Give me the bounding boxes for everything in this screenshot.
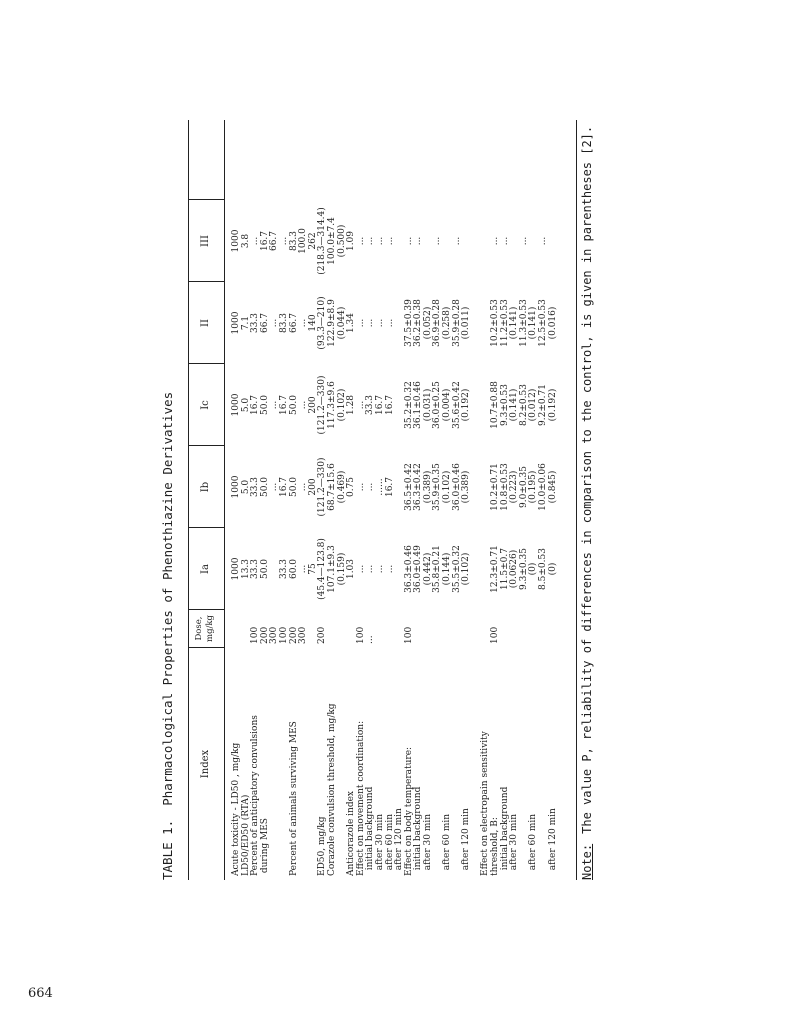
header-ii: II — [200, 319, 211, 327]
table-top-rule — [188, 120, 189, 880]
iii-column: 1000 3.8 ... 16.7 66.7 ... 83.3 100.0 262 (218.3—314.4) 100.0±7.4 (0.500) 1.09 ... ... ... ... ... ... ... ... ... ... ... ... — [231, 207, 548, 275]
rotated-table-block — [160, 120, 610, 880]
header-dose: Dose, mg/kg — [194, 615, 215, 642]
pharmacology-table — [188, 120, 576, 880]
index-column: Acute toxicity - LD50 , mg/kg LD50/ED50 (RTA) Percent of anticipatory convulsions during MES Percent of animals surviving MES ED50, mg/kg Corazole convulsion threshold, mg/kg Anticorazole index Effect on movement coordination: initial background after 30 min after 60 min after 120 min Effect on body temperature: initial background after 30 min after 60 min after 120 min Effect on electropain sensitivity threshold, B: initial background after 30 min after 60 min after 120 min — [231, 703, 558, 876]
header-bottom-rule — [224, 120, 225, 880]
ic-column: 1000 5.0 16.7 50.0 ... 16.7 50.0 ... 200 (121.2—330) 117.3±9.6 (0.102) 1.28 ... 33.3 16.7 16.7 35.2±0.32 36.1±0.46 (0.031) 36.0±0.25 (0.004) 35.6±0.42 (0.192) 10.7±0.88 9.3±0.53 (0.141) 8.2±0.53 (0.012) 9.2±0.71 (0.192) — [231, 375, 558, 435]
header-ib: Ib — [200, 481, 211, 493]
note-label: Note: — [580, 843, 594, 880]
table-title — [160, 392, 175, 880]
ia-column: 1000 13.3 33.3 50.0 33.3 60.0 ... 75 (45.4—123.8) 107.1±9.3 (0.159) 1.03 ... ... ... ... 36.3±0.46 36.0±0.49 (0.442) 35.8±0.21 (0.144) 35.5±0.32 (0.102) 12.3±0.71 11.5±0.7 (0.0626) 9.3±0.35 (0) 8.5±0.53 (0) — [231, 538, 558, 600]
ii-column: 1000 7.1 33.3 66.7 ... 83.3 66.7 ... 140 (93.3—210) 122.9±8.9 (0.044) 1.34 ... ... ... ... 37.5±0.39 36.2±0.38 (0.052) 36.9±0.28 (0.258) 35.9±0.28 (0.011) 10.2±0.53 11.2±0.53 (0.141) 11.3±0.53 (0.141) 12.5±0.53 (0.016) — [231, 296, 558, 350]
ib-column: 1000 5.0 33.3 50.0 ... 16.7 50.0 ... 200 (121.2—330) 68.7±15.6 (0.469) 0.75 ... ... ...... 16.7 36.5±0.42 36.3±0.42 (0.389) 35.9±0.35 (0.102) 36.0±0.46 (0.389) 10.2±0.71 10.8±0.53 (0.223) 9.0±0.35 (0.195) 10.0±0.06 (0.845) — [231, 457, 558, 517]
page-number: 664 — [28, 986, 53, 1001]
table-bottom-rule — [576, 120, 577, 880]
header-ia: Ia — [200, 564, 211, 574]
note-text: The value P, reliability of differences in comparison to the control, is given in parentheses [2]. — [580, 125, 594, 834]
dose-column: 100 200 300 100 200 300 200 100 ... 100 100 — [250, 626, 501, 644]
header-index: Index — [200, 749, 211, 779]
table-note — [580, 120, 595, 880]
header-ic: Ic — [200, 400, 211, 410]
header-iii: III — [200, 235, 211, 247]
table-title-text: Pharmacological Properties of Phenothiazine Derivatives — [160, 391, 175, 806]
table-label: TABLE 1. — [160, 819, 175, 880]
